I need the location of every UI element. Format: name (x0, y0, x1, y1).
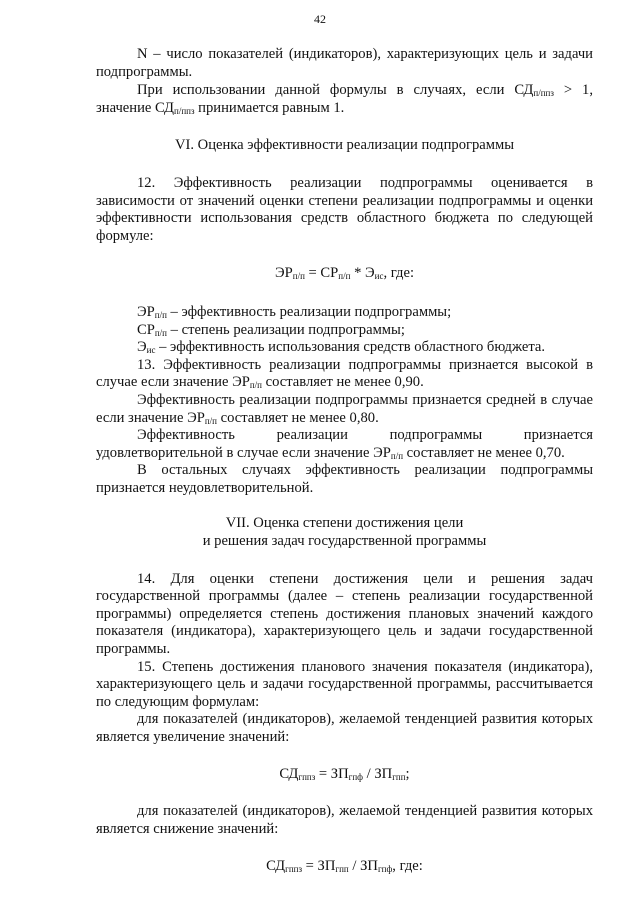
paragraph-14: 14. Для оценки степени достижения цели и решения задач государственной программы (далее – степень реализации государственной программы) определяется степень достижения плановых значений каждого показателя (индикатора), характеризующего цель и задачи государственной программы. (96, 570, 593, 658)
formula-efficiency: $ЭР_{п/п} = СР_{п/п} * Э_{ис}$, где: (275, 265, 414, 282)
paragraph-unsatisfactory: В остальных случаях эффективность реализации подпрограммы признается неудовлетворительной. (96, 462, 593, 496)
formula-decrease: $СД_{гппз} = ЗП_{гпп} / ЗП_{гпф}$, где: (266, 858, 423, 875)
section-heading-vii: VII. Оценка степени достижения цели и решения задач государственной программы (202, 515, 487, 550)
definition-sr: $СР_{п/п}$ – степень реализации подпрограммы; (137, 321, 405, 338)
paragraph-medium: Эффективность реализации подпрограммы признается средней в случае если значение $ЭР_{п/п}$ составляет не менее 0,80. (96, 391, 593, 426)
paragraph-15: 15. Степень достижения планового значения показателя (индикатора), характеризующего цель и задачи государственной программы, рассчитывается по следующим формулам: (96, 658, 593, 710)
paragraph-increase: для показателей (индикаторов), желаемой тенденцией развития которых является увеличение значений: (96, 711, 593, 745)
paragraph-13: 13. Эффективность реализации подпрограммы признается высокой в случае если значение $ЭР_{п/п}$ составляет не менее 0,90. (96, 356, 593, 391)
paragraph-decrease: для показателей (индикаторов), желаемой тенденцией развития которых является снижение значений: (96, 803, 593, 837)
definition-eis: $Э_{ис}$ – эффективность использования средств областного бюджета. (137, 339, 545, 356)
paragraph-formula-note: При использовании данной формулы в случаях, если $СД_{п/ппз} > 1$, значение $СД_{п/ппз}$ принимается равным 1. (96, 82, 593, 116)
paragraph-12: 12. Эффективность реализации подпрограммы оценивается в зависимости от значений оценки степени реализации подпрограммы и оценки эффективности использования средств областного бюджета по следующей формуле: (96, 174, 593, 244)
paragraph-satisfactory: Эффективность реализации подпрограммы признается удовлетворительной в случае если значение $ЭР_{п/п}$ составляет не менее 0,70. (96, 427, 593, 461)
paragraph-n-definition: N – число показателей (индикаторов), характеризующих цель и задачи подпрограммы. (96, 46, 593, 80)
formula-increase: $СД_{гппз} = ЗП_{гпф} / ЗП_{гпп}$; (279, 765, 410, 782)
page-number: 42 (314, 12, 326, 26)
document-page (96, 0, 593, 876)
section-heading-vi: VI. Оценка эффективности реализации подпрограммы (174, 137, 515, 154)
definition-er: $ЭР_{п/п}$ – эффективность реализации подпрограммы; (137, 303, 452, 320)
